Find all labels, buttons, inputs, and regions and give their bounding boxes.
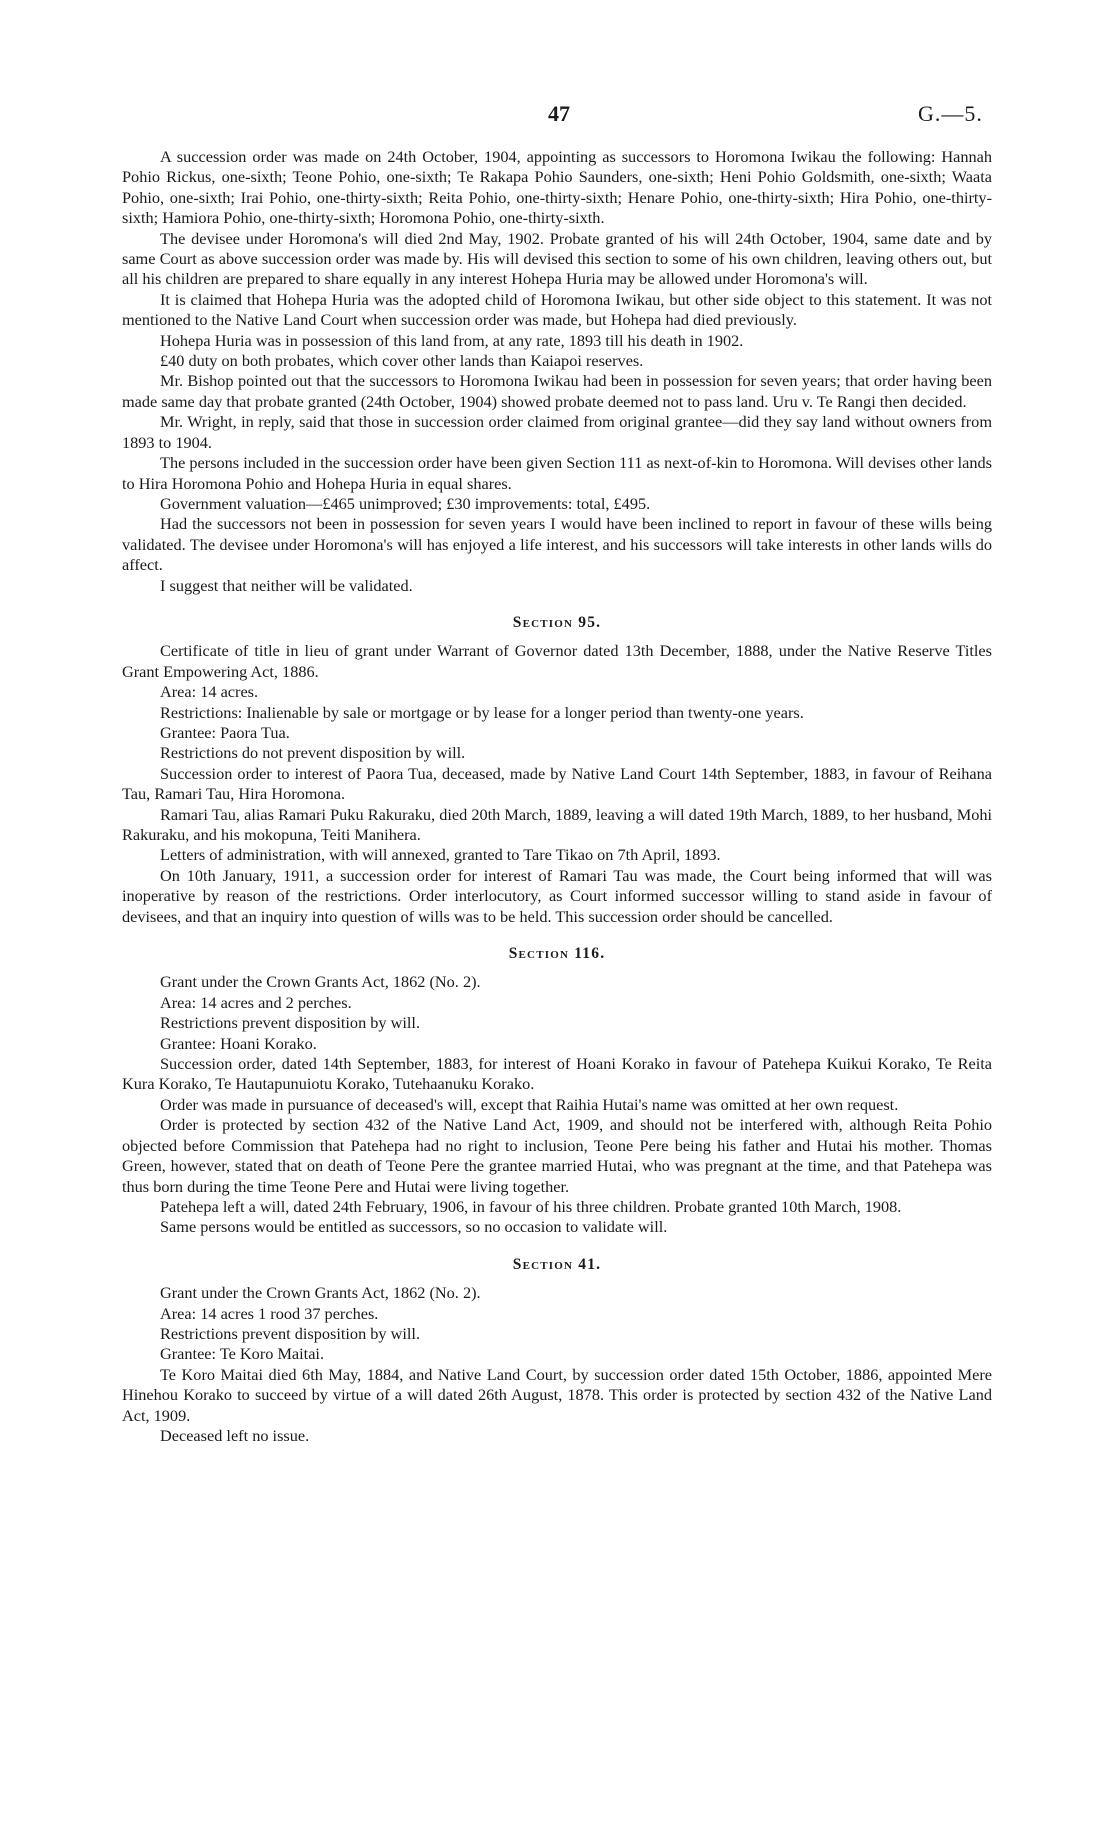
intro-paragraph-1: A succession order was made on 24th October, 1904, appointing as successors to Horomona Iwikau the following: Hannah Pohio Rickus, one-sixth; Teone Pohio, one-sixth; Te Rakapa Pohio Saunders, one-sixth; Heni Pohio Goldsmith, one-sixth; Waata Pohio, one-sixth; Irai Pohio, one-thirty-sixth; Reita Pohio, one-thirty-sixth; Henare Pohio, one-thirty-sixth; Hira Pohio, one-thirty-sixth; Hamiora Pohio, one-thirty-sixth; Horomona Pohio, one-thirty-sixth. [122,147,992,228]
section-95 [122,613,992,927]
section-paragraph: Restrictions do not prevent disposition by will. [160,743,466,763]
section-116 [122,944,992,1238]
section-paragraph: Grant under the Crown Grants Act, 1862 (No. 2). [160,972,481,992]
section-paragraph: Te Koro Maitai died 6th May, 1884, and Native Land Court, by succession order dated 15th October, 1886, appointed Mere Hinehou Korako to succeed by virtue of a will dated 26th August, 1878. This order is protected by section 432 of the Native Land Act, 1909. [122,1364,992,1425]
document-reference: G.—5. [918,101,983,126]
section-heading: Section 95. [512,613,602,631]
section-paragraph: Deceased left no issue. [160,1425,310,1445]
section-paragraph: On 10th January, 1911, a succession order for interest of Ramari Tau was made, the Court being informed that will was inoperative by reason of the restrictions. Order interlocutory, as Court informed successor willing to stand aside in favour of devisees, and that an inquiry into question of wills was to be held. This succession order should be cancelled. [122,865,992,926]
section-paragraph: Letters of administration, with will annexed, granted to Tare Tikao on 7th April, 1893. [160,845,721,865]
intro-paragraph-3: It is claimed that Hohepa Huria was the adopted child of Horomona Iwikau, but other side object to this statement. It was not mentioned to the Native Land Court when succession order was made, but Hohepa had died previously. [122,289,992,330]
section-paragraph: Area: 14 acres 1 rood 37 perches. [160,1303,379,1323]
intro-paragraph-4: Hohepa Huria was in possession of this land from, at any rate, 1893 till his death in 1902. [160,330,744,350]
section-paragraph: Certificate of title in lieu of grant under Warrant of Governor dated 13th December, 1888, under the Native Reserve Titles Grant Empowering Act, 1886. [122,641,992,681]
section-paragraph: Order was made in pursuance of deceased's will, except that Raihia Hutai's name was omitted at her own request. [160,1094,899,1114]
intro-paragraph-10: Had the successors not been in possession for seven years I would have been inclined to report in favour of these wills being validated. The devisee under Horomona's will has enjoyed a life interest, and his successors will take interests in other lands wills do affect. [122,514,992,575]
section-paragraph: Restrictions prevent disposition by will. [160,1323,421,1343]
section-paragraph: Patehepa left a will, dated 24th February, 1906, in favour of his three children. Probate granted 10th March, 1908. [160,1196,902,1216]
section-paragraph: Restrictions prevent disposition by will. [160,1013,421,1033]
intro-paragraph-11: I suggest that neither will be validated. [160,575,413,595]
page-number: 47 [548,101,570,126]
intro-paragraph-5: £40 duty on both probates, which cover other lands than Kaiapoi reserves. [160,351,644,371]
section-paragraph: Order is protected by section 432 of the Native Land Act, 1909, and should not be interfered with, although Reita Pohio objected before Commission that Patehepa had no right to inclusion, Teone Pere being his father and Hutai his mother. Thomas Green, however, stated that on death of Teone Pere the grantee married Hutai, who was pregnant at the time, and that Patehepa was thus born during the time Teone Pere and Hutai were living together. [122,1115,992,1196]
intro-paragraph-8: The persons included in the succession order have been given Section 111 as next-of-kin to Horomona. Will devises other lands to Hira Horomona Pohio and Hohepa Huria in equal shares. [122,453,992,493]
section-heading: Section 41. [512,1255,602,1273]
section-paragraph: Grantee: Hoani Korako. [160,1033,317,1053]
intro-paragraph-9: Government valuation—£465 unimproved; £30 improvements: total, £495. [160,493,651,513]
section-paragraph: Grant under the Crown Grants Act, 1862 (No. 2). [160,1283,481,1303]
section-paragraph: Grantee: Te Koro Maitai. [160,1344,325,1364]
section-paragraph: Restrictions: Inalienable by sale or mortgage or by lease for a longer period than twenty-one years. [160,702,804,722]
section-paragraph: Succession order to interest of Paora Tua, deceased, made by Native Land Court 14th September, 1883, in favour of Reihana Tau, Ramari Tau, Hira Horomona. [122,763,992,804]
intro-paragraph-7: Mr. Wright, in reply, said that those in succession order claimed from original grantee—did they say land without owners from 1893 to 1904. [122,412,992,452]
section-41 [122,1255,992,1447]
intro-paragraph-6: Mr. Bishop pointed out that the successors to Horomona Iwikau had been in possession for seven years; that order having been made same day that probate granted (24th October, 1904) showed probate deemed not to pass land. Uru v. Te Rangi then decided. [122,371,992,411]
section-paragraph: Same persons would be entitled as successors, so no occasion to validate will. [160,1217,668,1237]
page-body [122,147,992,1446]
section-heading: Section 116. [508,945,606,963]
section-paragraph: Succession order, dated 14th September, 1883, for interest of Hoani Korako in favour of Patehepa Kuikui Korako, Te Reita Kura Korako, Te Hautapunuiotu Korako, Tutehaanuku Korako. [122,1054,992,1094]
section-paragraph: Ramari Tau, alias Ramari Puku Rakuraku, died 20th March, 1889, leaving a will dated 19th March, 1889, to her husband, Mohi Rakuraku, and his mokopuna, Teiti Manihera. [122,804,992,844]
intro-paragraph-2: The devisee under Horomona's will died 2nd May, 1902. Probate granted of his will 24th October, 1904, same date and by same Court as above succession order was made by. His will devised this section to some of his own children, leaving others out, but all his children are prepared to share equally in any interest Hohepa Huria may be allowed under Horomona's will. [122,228,992,289]
section-paragraph: Area: 14 acres. [160,682,259,702]
page-header [0,101,1114,134]
section-paragraph: Grantee: Paora Tua. [160,722,290,742]
intro-block [122,147,992,596]
section-paragraph: Area: 14 acres and 2 perches. [160,992,352,1012]
